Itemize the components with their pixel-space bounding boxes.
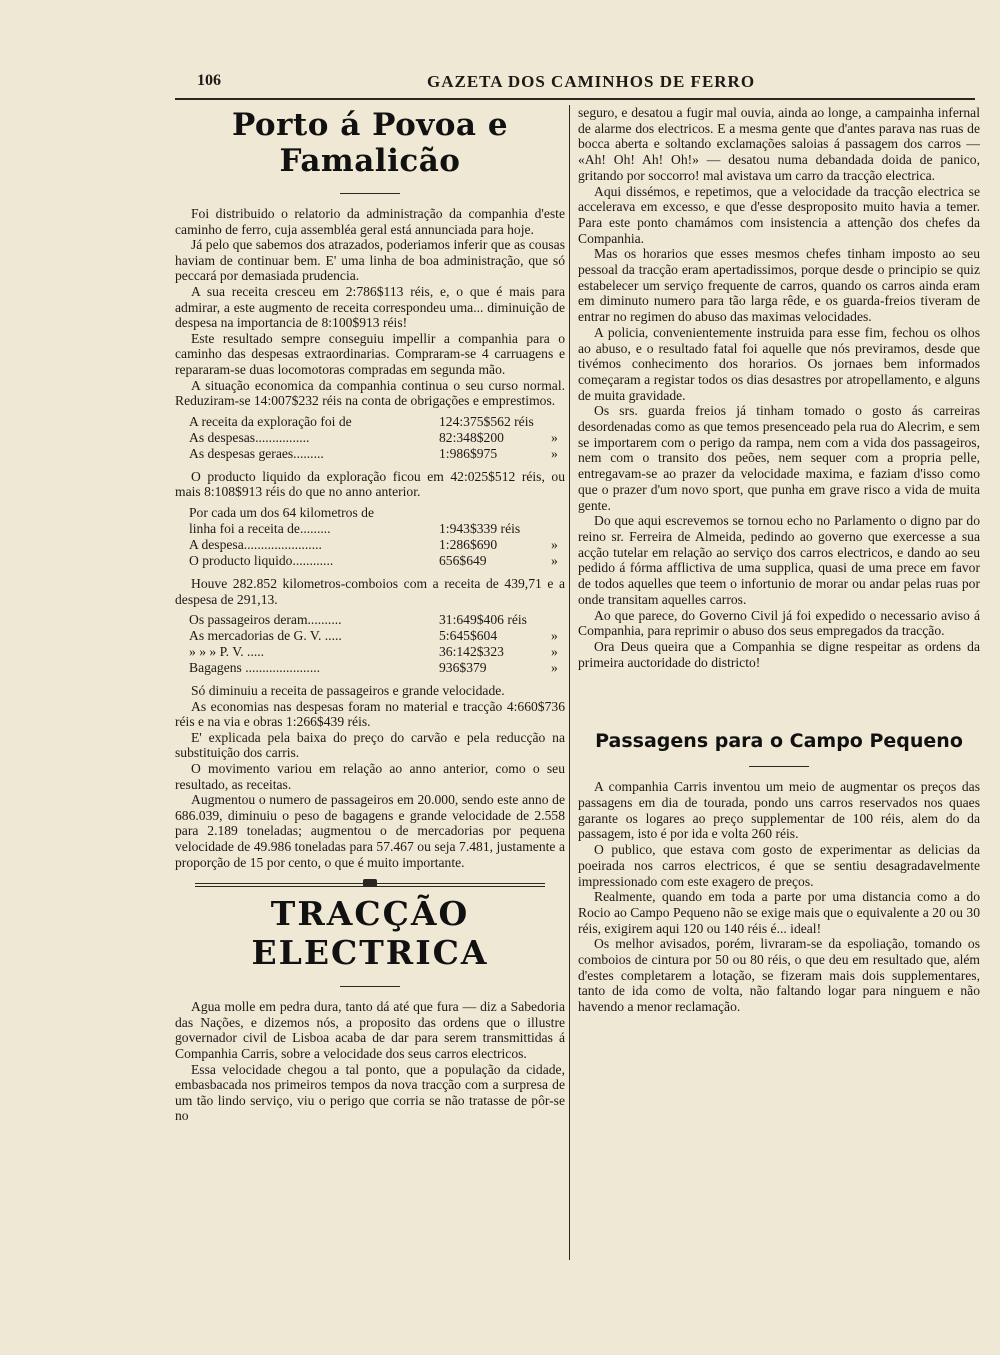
title-rule <box>749 766 809 767</box>
paragraph: Houve 282.852 kilometros-comboios com a receita de 439,71 e a despesa de 291,13. <box>175 575 565 607</box>
left-column <box>175 105 565 1124</box>
ledger-row: A receita da exploração foi de 124:375$562 réis <box>189 413 534 429</box>
page-number: 106 <box>197 72 221 89</box>
paragraph: O movimento variou em relação ao anno anterior, como o seu resultado, as receitas. <box>175 761 565 792</box>
paragraph: Mas os horarios que esses mesmos chefes tinham imposto ao seu pessoal da tracção eram apertadissimos, porque desde o principio se quiz estabelecer um serviço frequente de carros, quando os carros ainda eram em diminuto numero para tão larga rêde, e os guarda-freios tiveram de entrar no regimen do abuso das maximas velocidades. <box>578 246 980 325</box>
paragraph: A situação economica da companhia continua o seu curso normal. Reduziram-se 14:007$232 réis na conta de obrigações e emprestimos. <box>175 377 565 409</box>
paragraph: Augmentou o numero de passageiros em 20.000, sendo este anno de 686.039, diminuiu o peso de bagagens e grande velocidade de 2.558 para 2.189 toneladas; augmentou o de mercadorias por pequena velocidade de 49.986 toneladas para 57.467 ou seja 7.481, justamente a proporção de 15 por cento, o que é muito importante. <box>175 792 565 870</box>
paragraph: Aqui dissémos, e repetimos, que a velocidade da tracção electrica se accelerava em excesso, e que d'esse desproposito muito havia a temer. Para este ponto chamámos com insistencia a attenção dos chefes da Companhia. <box>578 183 980 246</box>
paragraph: Já pelo que sabemos dos atrazados, poderiamos inferir que as cousas haviam de continuar bem. E' uma linha de boa administração, que só peccará por demasiada prudencia. <box>175 237 565 284</box>
paragraph: Ao que parece, do Governo Civil já foi expedido o necessario aviso á Companhia, para reprimir o abuso dos seus empregados da tracção. <box>578 607 980 639</box>
ornamental-divider <box>175 882 565 888</box>
paragraph: Este resultado sempre conseguiu impellir a companhia para o caminho das despesas extraordinarias. Compraram-se 4 carruagens e repararam-se duas locomotoras compradas em segunda mão. <box>175 330 565 377</box>
paragraph: Do que aqui escrevemos se tornou echo no Parlamento o digno par do reino sr. Ferreira de Almeida, pedindo ao governo que exercesse a sua acção tutelar em relação ao serviço dos carros electricos, e dando ao seu pedido á fórma afflictiva de uma supplica, quasi de uma prece em favor de todos aquelles que teem o infortunio de morar ou andar pelas ruas por onde transitam aquelles carros. <box>578 513 980 607</box>
ledger-row: » » » P. V. ..... 36:142$323 » <box>189 644 558 660</box>
paragraph: Foi distribuido o relatorio da administração da companhia d'este caminho de ferro, cuja assembléa geral está annunciada para hoje. <box>175 206 565 237</box>
paragraph: A policia, convenientemente instruida para esse fim, fechou os olhos ao abuso, e o resultado fatal foi aquelle que nós previramos, desde que tivémos conhecimento dos horarios. Os jornaes bem informados começaram a registar todos os dias desastres por atropellamento, e alguns de muita gravidade. <box>578 324 980 403</box>
ledger-row: As despesas................ 82:348$200 » <box>189 429 558 445</box>
ledger-row: A despesa....................... 1:286$690 » <box>189 536 558 552</box>
article-title-campo-pequeno: Passagens para o Campo Pequeno <box>595 730 963 753</box>
paragraph: A companhia Carris inventou um meio de augmentar os preços das passagens em dia de tourada, pondo uns carros reservados nos quaes garante os logares ao preço supplementar de 100 réis, alem do da passagem, isto é por ida e volta 260 réis. <box>578 779 980 842</box>
ledger-intro: Por cada um dos 64 kilometros de <box>189 504 374 520</box>
paragraph: seguro, e desatou a fugir mal ouvia, ainda ao longe, a campainha infernal de alarme dos electricos. E a mesma gente que d'antes parava nas ruas de bocca aberta e soltando exclamações saloias á passagem dos carros — «Ah! Oh! Ah! Oh!» — desatou numa debandada doida de panico, gritando por soccorro! mal avistava um carro da tracção electrica. <box>578 105 980 183</box>
traffic-ledger <box>175 612 565 676</box>
paragraph: A sua receita cresceu em 2:786$113 réis, e, o que é mais para admirar, a este augmento de receita correspondeu uma... diminuição de despesa na importancia de 8:100$913 réis! <box>175 283 565 331</box>
paragraph: O producto liquido da exploração ficou em 42:025$512 réis, ou mais 8:108$913 réis do que no anno anterior. <box>175 468 565 500</box>
paragraph: Os melhor avisados, porém, livraram-se da espoliação, tomando os comboios de cintura por 50 ou 80 réis, o que deu em resultado que, além d'estes completarem a lotação, se fizeram mais dois supplementares, tanto de ida como de volta, não faltando logar para ninguem e não havendo a menor reclamação. <box>578 936 980 1015</box>
paragraph: As economias nas despesas foram no material e tracção 4:660$736 réis e na via e obras 1:266$439 réis. <box>175 698 565 730</box>
paragraph: E' explicada pela baixa do preço do carvão e pela reducção na substituição dos carris. <box>175 729 565 761</box>
paragraph: Essa velocidade chegou a tal ponto, que a população da cidade, embasbacada nos primeiros tempos da nova tracção com a surpresa de um tão lindo serviço, viu o perigo que corria se não tratasse de pôr-se no <box>175 1061 565 1124</box>
ledger-row: Bagagens ...................... 936$379 » <box>189 660 558 676</box>
per-km-ledger <box>175 505 565 569</box>
column-divider <box>569 105 570 1260</box>
title-rule <box>340 986 400 987</box>
ledger-row: O producto liquido............ 656$649 » <box>189 552 558 568</box>
paragraph: Os srs. guarda freios já tinham tomado o gosto ás carreiras desordenadas como as que temos presenceado pela rua do Alecrim, e sem se importarem com o perigo da rampa, nem com a vida dos passageiros, nem com o transito dos peões, nem sequer com a propria pelle, entregavam-se ao prazer da velocidade maxima, e faziam d'isso como que o prazer d'um novo sport, que punha em grave risco a vida de muita gente. <box>578 403 980 513</box>
article-title-traccao-electrica: TRACÇÃO ELECTRICA <box>251 894 489 973</box>
paragraph: Só diminuiu a receita de passageiros e grande velocidade. <box>191 683 505 699</box>
paragraph: Agua molle em pedra dura, tanto dá até que fura — diz a Sabedoria das Nações, e dizemos nós, a proposito das ordens que o illustre governador civil de Lisboa acaba de dar para serem transmittidas á Companhia Carris, sobre a velocidade dos seus carros electricos. <box>175 999 565 1061</box>
title-rule <box>340 193 400 194</box>
article-title-porto-povoa: Porto á Povoa e Famalicão <box>231 107 509 179</box>
ledger-row: As despesas geraes......... 1:986$975 » <box>189 445 558 461</box>
journal-title: GAZETA DOS CAMINHOS DE FERRO <box>427 72 756 91</box>
paragraph: Realmente, quando em toda a parte por uma distancia como a do Rocio ao Campo Pequeno não se exige mais que o equivalente a 20 ou 30 réis, exigirem aqui 120 ou 140 réis é... ideal! <box>578 889 980 936</box>
running-head <box>175 70 975 100</box>
ledger-row: As mercadorias de G. V. ..... 5:645$604 » <box>189 628 558 644</box>
ornament-icon <box>363 879 377 887</box>
paragraph: Ora Deus queira que a Companhia se digne respeitar as ordens da primeira auctoridade do districto! <box>578 638 980 670</box>
right-column <box>578 105 980 1015</box>
ledger-row: Os passageiros deram.......... 31:649$406 réis <box>189 612 527 628</box>
ledger-row: linha foi a receita de......... 1:943$339 réis <box>189 520 521 536</box>
revenue-ledger <box>175 414 565 462</box>
paragraph: O publico, que estava com gosto de experimentar as delicias da poeirada nos carros electricos, é que se sentiu desagradavelmente impressionado com este exagero de preços. <box>578 842 980 889</box>
